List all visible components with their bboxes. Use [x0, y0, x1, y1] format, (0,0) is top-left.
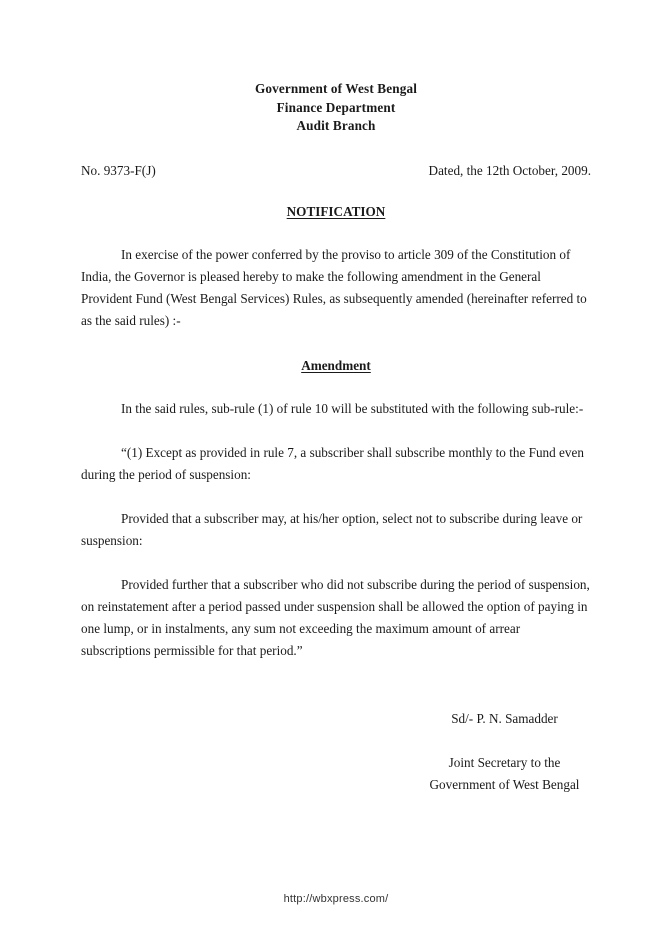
- preamble-paragraph: In exercise of the power conferred by the proviso to article 309 of the Constitution of India, the Governor is pleased hereby to make the following amendment in the General Provident Fund (West Bengal Services) Rules, as subsequently amended (hereinafter referred to as the said rules) :-: [81, 246, 587, 328]
- letterhead-line-branch: Audit Branch: [296, 118, 376, 133]
- signatory-designation-line-1: Joint Secretary to the: [448, 754, 561, 770]
- footer-url[interactable]: http://wbxpress.com/: [283, 893, 389, 905]
- amendment-intro-paragraph: In the said rules, sub-rule (1) of rule 10 will be substituted with the following sub-rule:-: [121, 400, 584, 416]
- signatory-designation-line-2: Government of West Bengal: [429, 776, 580, 792]
- proviso-paragraph: Provided that a subscriber may, at his/her option, select not to subscribe during leave or suspension:: [81, 510, 583, 548]
- letterhead-line-department: Finance Department: [276, 99, 396, 115]
- signature-block: [418, 708, 591, 796]
- letterhead: [81, 0, 591, 136]
- document-content: [81, 0, 591, 796]
- signatory-designation: [418, 752, 591, 796]
- letterhead-line-government: Government of West Bengal: [254, 81, 418, 96]
- amendment-heading: Amendment: [301, 357, 371, 373]
- notification-heading: NOTIFICATION: [286, 203, 386, 219]
- memo-date: Dated, the 12th October, 2009.: [428, 162, 591, 178]
- subrule-clause-1-paragraph: “(1) Except as provided in rule 7, a subscriber shall subscribe monthly to the Fund even during the period of suspension:: [81, 444, 584, 482]
- signatory-name: Sd/- P. N. Samadder: [451, 710, 558, 726]
- reference-row: [81, 162, 591, 180]
- further-proviso-paragraph: Provided further that a subscriber who did not subscribe during the period of suspension, on reinstatement after a period passed under suspension shall be allowed the option of paying in one lump, or in instalments, any sum not exceeding the maximum amount of arrear subscriptions permissible for that period.”: [81, 576, 590, 658]
- memo-number: No. 9373-F(J): [81, 162, 156, 178]
